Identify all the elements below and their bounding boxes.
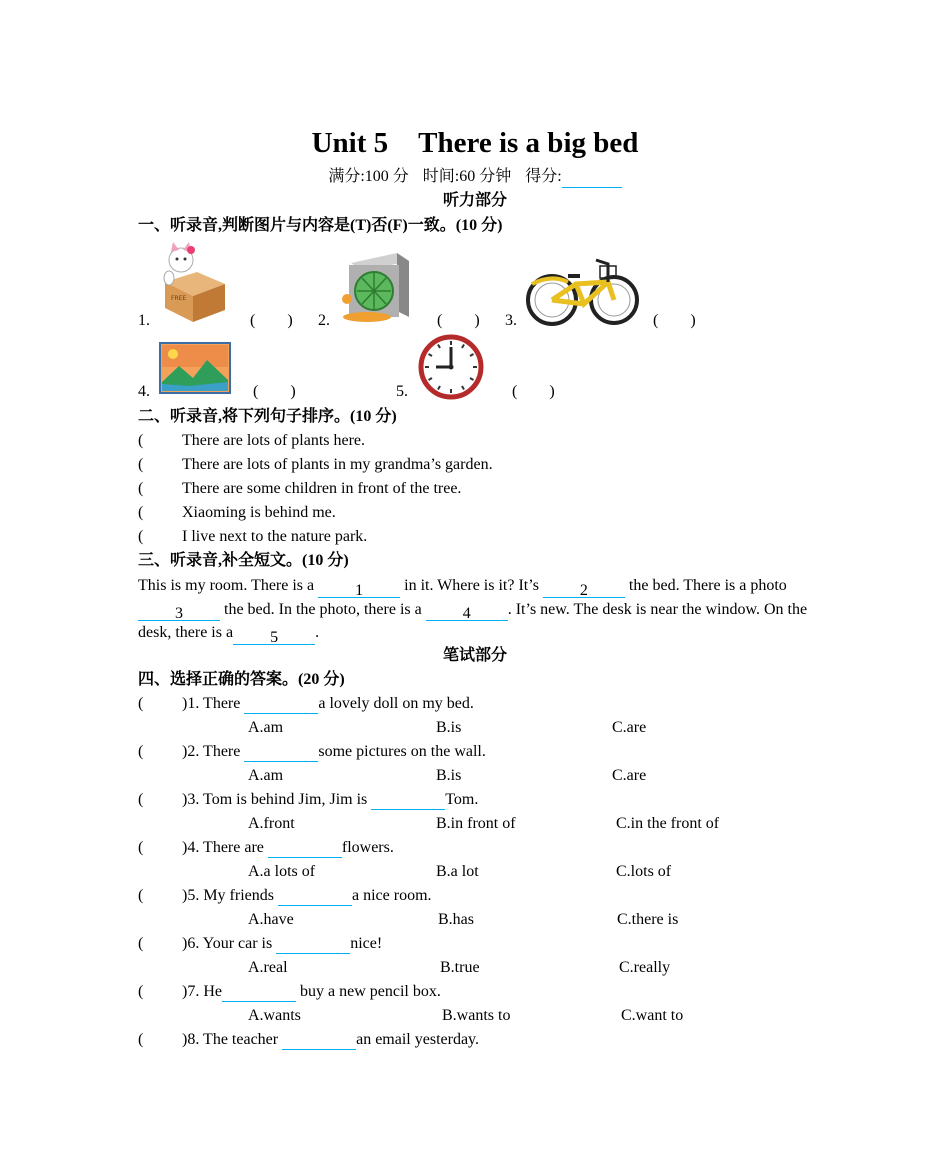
score-label: 得分: (525, 168, 562, 185)
question-7: ( )7. He buy a new pencil box. (138, 983, 441, 1000)
title-unit: Unit 5 (311, 127, 389, 159)
option-b[interactable]: B.is (436, 719, 462, 736)
answer-blank[interactable] (276, 935, 350, 954)
item1-number: 1. (138, 312, 150, 329)
clock-picture (418, 334, 484, 400)
item5-number: 5. (396, 383, 408, 400)
cloze-blank-3[interactable]: 3 (138, 602, 220, 621)
answer-blank[interactable] (371, 791, 445, 810)
item3-bracket[interactable]: ( ) (653, 312, 696, 329)
option-a[interactable]: A.have (248, 911, 294, 928)
svg-text:FREE: FREE (171, 295, 187, 302)
option-b[interactable]: B.has (438, 911, 474, 928)
option-a[interactable]: A.am (248, 767, 284, 784)
cloze-blank-2[interactable]: 2 (543, 579, 625, 598)
question-5: ( )5. My friends a nice room. (138, 887, 432, 904)
answer-blank[interactable] (282, 1031, 356, 1050)
section4-heading: 四、选择正确的答案。(20 分) (138, 671, 345, 688)
list-item: ( I live next to the nature park. (138, 528, 368, 545)
question-6: ( )6. Your car is nice! (138, 935, 383, 952)
option-b[interactable]: B.in front of (436, 815, 516, 832)
option-a[interactable]: A.real (248, 959, 288, 976)
bicycle-picture (524, 254, 639, 328)
item2-number: 2. (318, 312, 330, 329)
question-8: ( )8. The teacher an email yesterday. (138, 1031, 479, 1048)
cloze-blank-5[interactable]: 5 (233, 626, 315, 645)
item3-number: 3. (505, 312, 517, 329)
option-b[interactable]: B.is (436, 767, 462, 784)
section3-heading: 三、听录音,补全短文。(10 分) (138, 552, 349, 569)
landscape-photo-picture (159, 342, 231, 394)
cloze-blank-1[interactable]: 1 (318, 579, 400, 598)
option-b[interactable]: B.wants to (442, 1007, 511, 1024)
item1-bracket[interactable]: ( ) (250, 312, 293, 329)
option-c[interactable]: C.are (612, 767, 647, 784)
title-topic: There is a big bed (418, 127, 639, 159)
section1-heading: 一、听录音,判断图片与内容是(T)否(F)一致。(10 分) (138, 217, 503, 234)
score-info (0, 166, 950, 188)
cloze-blank-4[interactable]: 4 (426, 602, 508, 621)
option-c[interactable]: C.lots of (616, 863, 672, 880)
option-c[interactable]: C.want to (621, 1007, 684, 1024)
option-c[interactable]: C.in the front of (616, 815, 720, 832)
item2-bracket[interactable]: ( ) (437, 312, 480, 329)
option-c[interactable]: C.are (612, 719, 647, 736)
score-blank[interactable] (562, 169, 622, 188)
cloze-passage: This is my room. There is a 1 in it. Where is it? It’s 2 the bed. There is a photo 3 the bed. In the photo, there is a 4 . It’s new. The desk is near the window. On the desk, there is a 5 . (138, 577, 808, 646)
option-a[interactable]: A.am (248, 719, 284, 736)
option-a[interactable]: A.front (248, 815, 295, 832)
answer-blank[interactable] (244, 743, 318, 762)
answer-blank[interactable] (268, 839, 342, 858)
question-3: ( )3. Tom is behind Jim, Jim is Tom. (138, 791, 479, 808)
section2-heading: 二、听录音,将下列句子排序。(10 分) (138, 408, 397, 425)
option-a[interactable]: A.a lots of (248, 863, 316, 880)
cat-and-box-picture (157, 242, 229, 324)
list-item: ( There are some children in front of the tree. (138, 480, 462, 497)
writing-heading: 笔试部分 (442, 647, 507, 664)
time-limit: 时间:60 分钟 (422, 168, 512, 185)
full-score: 满分:100 分 (328, 168, 409, 185)
option-a[interactable]: A.wants (248, 1007, 301, 1024)
question-1: ( )1. There a lovely doll on my bed. (138, 695, 474, 712)
list-item: ( Xiaoming is behind me. (138, 504, 336, 521)
answer-blank[interactable] (244, 695, 318, 714)
item4-number: 4. (138, 383, 150, 400)
snail-and-box-picture (341, 251, 411, 325)
option-b[interactable]: B.a lot (436, 863, 479, 880)
answer-blank[interactable] (278, 887, 352, 906)
page-title (0, 126, 950, 160)
option-c[interactable]: C.there is (617, 911, 679, 928)
question-4: ( )4. There are flowers. (138, 839, 394, 856)
listening-heading: 听力部分 (442, 192, 507, 209)
question-2: ( )2. There some pictures on the wall. (138, 743, 486, 760)
option-b[interactable]: B.true (440, 959, 480, 976)
item5-bracket[interactable]: ( ) (512, 383, 555, 400)
answer-blank[interactable] (222, 983, 296, 1002)
item4-bracket[interactable]: ( ) (253, 383, 296, 400)
option-c[interactable]: C.really (619, 959, 671, 976)
list-item: ( There are lots of plants in my grandma’s garden. (138, 456, 493, 473)
list-item: ( There are lots of plants here. (138, 432, 366, 449)
